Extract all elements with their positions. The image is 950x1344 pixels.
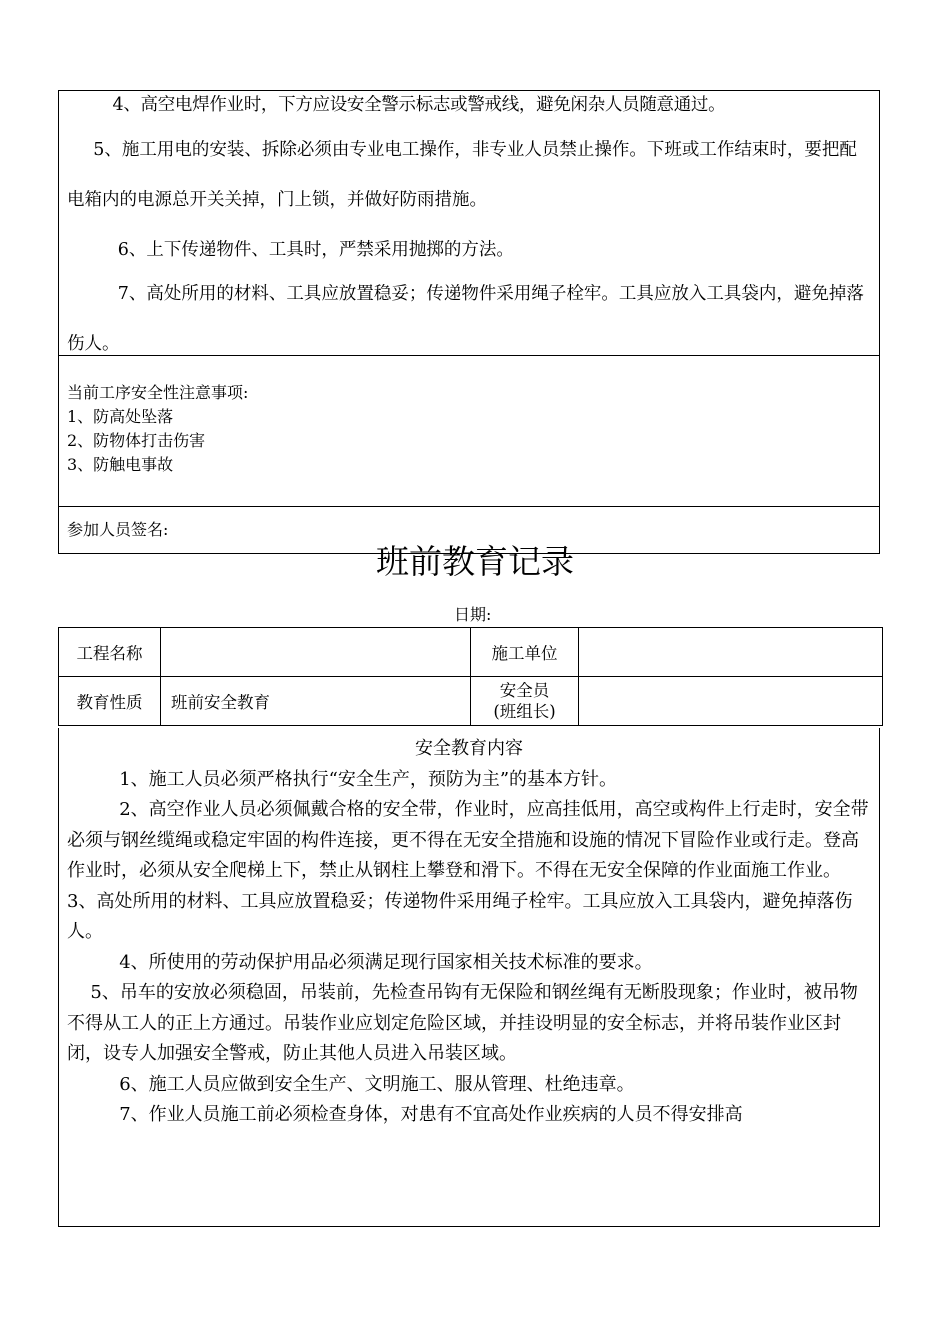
item-6: 6、上下传递物件、工具时，严禁采用抛掷的方法。: [117, 240, 514, 260]
signature-label: 参加人员签名:: [67, 520, 169, 539]
content-heading: 安全教育内容: [415, 738, 523, 759]
notes-heading: 当前工序安全性注意事项:: [67, 383, 249, 402]
page-title: 班前教育记录: [376, 542, 574, 581]
content-item-5: 5、吊车的安放必须稳固，吊装前，先检查吊钩有无保险和钢丝绳有无断股现象；作业时，被吊物不得从工人的正上方通过。吊装作业应划定危险区域，并挂设明显的安全标志，并将吊装作业区封闭，设专人加强安全警戒，防止其他人员进入吊装区域。: [67, 982, 858, 1064]
project-name-value[interactable]: [161, 628, 471, 677]
table-row: [59, 677, 883, 726]
content-item-3: 3、高处所用的材料、工具应放置稳妥；传递物件采用绳子栓牢。工具应放入工具袋内，避免掉落伤人。: [67, 890, 853, 942]
safety-officer-value[interactable]: [579, 677, 883, 726]
table-row: [59, 628, 883, 677]
notes-item-1: 1、防高处坠落: [67, 407, 174, 426]
safety-notes: [58, 355, 880, 507]
content-item-6: 6、施工人员应做到安全生产、文明施工、服从管理、杜绝违章。: [119, 1073, 635, 1095]
safety-officer-label-line2: (班组长): [493, 702, 556, 721]
construction-unit-value[interactable]: [579, 628, 883, 677]
education-type-value[interactable]: 班前安全教育: [161, 677, 471, 726]
education-content: [58, 728, 880, 1227]
item-4: 4、高空电焊作业时，下方应设安全警示标志或警戒线，避免闲杂人员随意通过。: [112, 95, 726, 115]
item-7: 7、高处所用的材料、工具应放置稳妥；传递物件采用绳子栓牢。工具应放入工具袋内，避免掉落伤人。: [67, 284, 864, 354]
safety-officer-label-line1: 安全员: [499, 681, 550, 700]
info-table: [58, 627, 883, 726]
education-type-label: 教育性质: [59, 677, 161, 726]
notes-item-3: 3、防触电事故: [67, 455, 174, 474]
date-label: 日期:: [454, 605, 492, 624]
content-item-2: 2、高空作业人员必须佩戴合格的安全带，作业时，应高挂低用，高空或构件上行走时，安全带必须与钢丝缆绳或稳定牢固的构件连接，更不得在无安全措施和设施的情况下冒险作业或行走。登高作业时，必须从安全爬梯上下，禁止从钢柱上攀登和滑下。不得在无安全保障的作业面施工作业。: [67, 799, 869, 881]
notes-item-2: 2、防物体打击伤害: [67, 431, 206, 450]
item-5: 5、施工用电的安装、拆除必须由专业电工操作，非专业人员禁止操作。下班或工作结束时，要把配电箱内的电源总开关关掉，门上锁，并做好防雨措施。: [67, 140, 857, 210]
content-item-7: 7、作业人员施工前必须检查身体，对患有不宜高处作业疾病的人员不得安排高: [119, 1104, 743, 1125]
project-name-label: 工程名称: [59, 628, 161, 677]
previous-record-content: [58, 90, 880, 356]
construction-unit-label: 施工单位: [471, 628, 579, 677]
content-item-4: 4、所使用的劳动保护用品必须满足现行国家相关技术标准的要求。: [119, 951, 653, 973]
safety-officer-label: [471, 677, 579, 726]
content-item-1: 1、施工人员必须严格执行“安全生产，预防为主”的基本方针。: [119, 768, 618, 790]
